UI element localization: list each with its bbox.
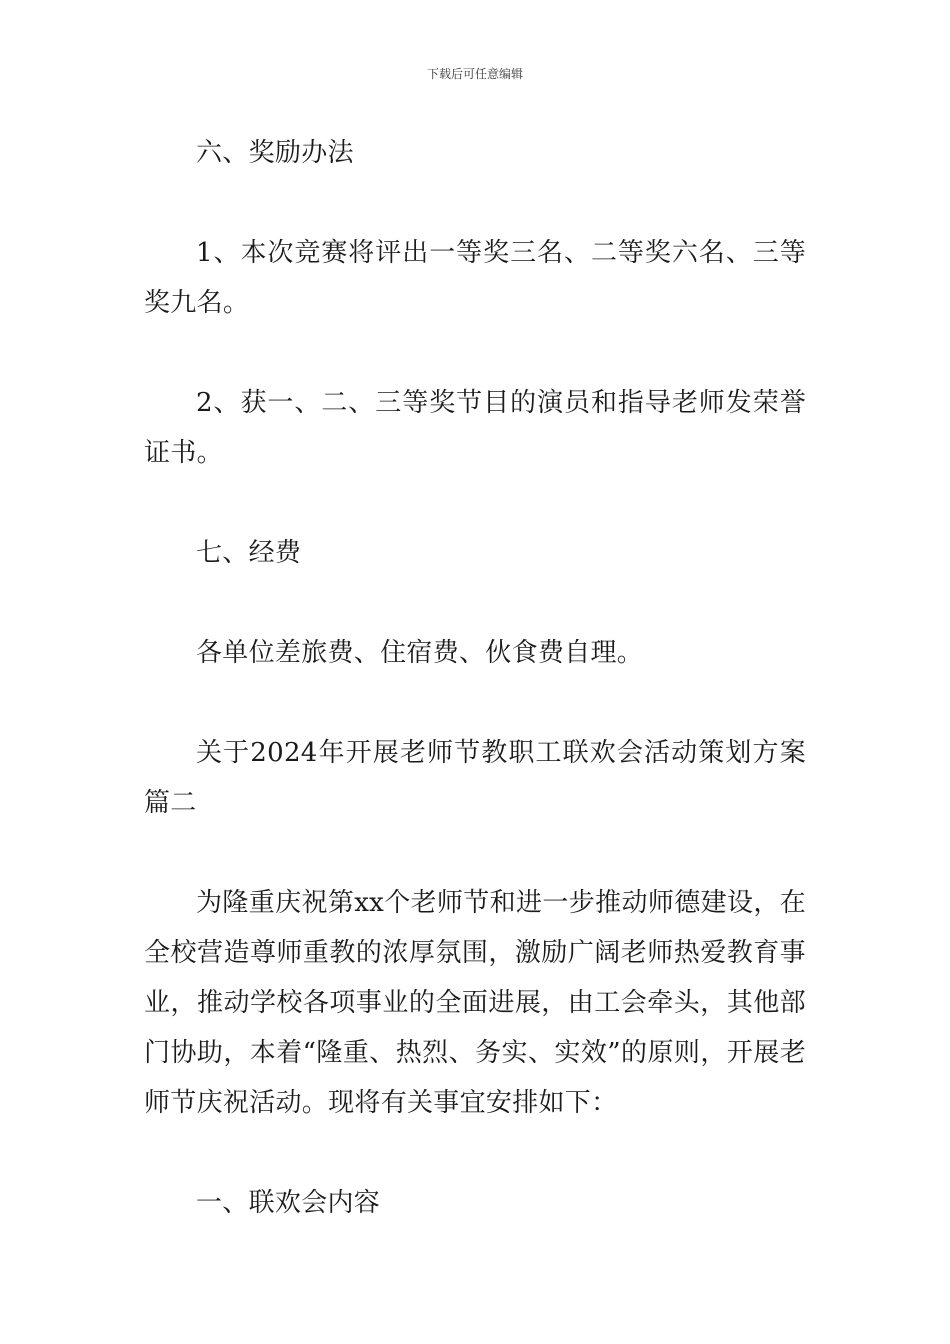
paragraph-spacer bbox=[144, 1128, 806, 1178]
paragraph-spacer bbox=[144, 828, 806, 878]
paragraph-spacer bbox=[144, 678, 806, 728]
paragraph-award-count: 1、本次竞赛将评出一等奖三名、二等奖六名、三等奖九名。 bbox=[144, 238, 806, 318]
paragraph-spacer bbox=[144, 178, 806, 228]
section-heading-rewards: 六、奖励办法 bbox=[196, 138, 354, 168]
paragraph-introduction: 为隆重庆祝第xx个老师节和进一步推动师德建设，在全校营造尊师重教的浓厚氛围，激励广阔老师热爱教育事业，推动学校各项事业的全面进展，由工会牵头，其他部门协助，本着“隆重、热烈、务实、实效”的原则，开展老师节庆祝活动。现将有关事宜安排如下： bbox=[144, 888, 806, 1118]
document-subtitle: 关于2024年开展老师节教职工联欢会活动策划方案篇二 bbox=[144, 738, 806, 818]
section-heading-funding: 七、经费 bbox=[196, 538, 302, 568]
paragraph-certificates: 2、获一、二、三等奖节目的演员和指导老师发荣誉证书。 bbox=[144, 388, 806, 468]
paragraph-expenses: 各单位差旅费、住宿费、伙食费自理。 bbox=[196, 638, 644, 668]
page-header-note: 下载后可任意编辑 bbox=[426, 67, 523, 81]
paragraph-spacer bbox=[144, 478, 806, 528]
paragraph-spacer bbox=[144, 578, 806, 628]
section-heading-party-content: 一、联欢会内容 bbox=[196, 1188, 381, 1218]
document-body bbox=[144, 128, 806, 1228]
paragraph-spacer bbox=[144, 328, 806, 378]
